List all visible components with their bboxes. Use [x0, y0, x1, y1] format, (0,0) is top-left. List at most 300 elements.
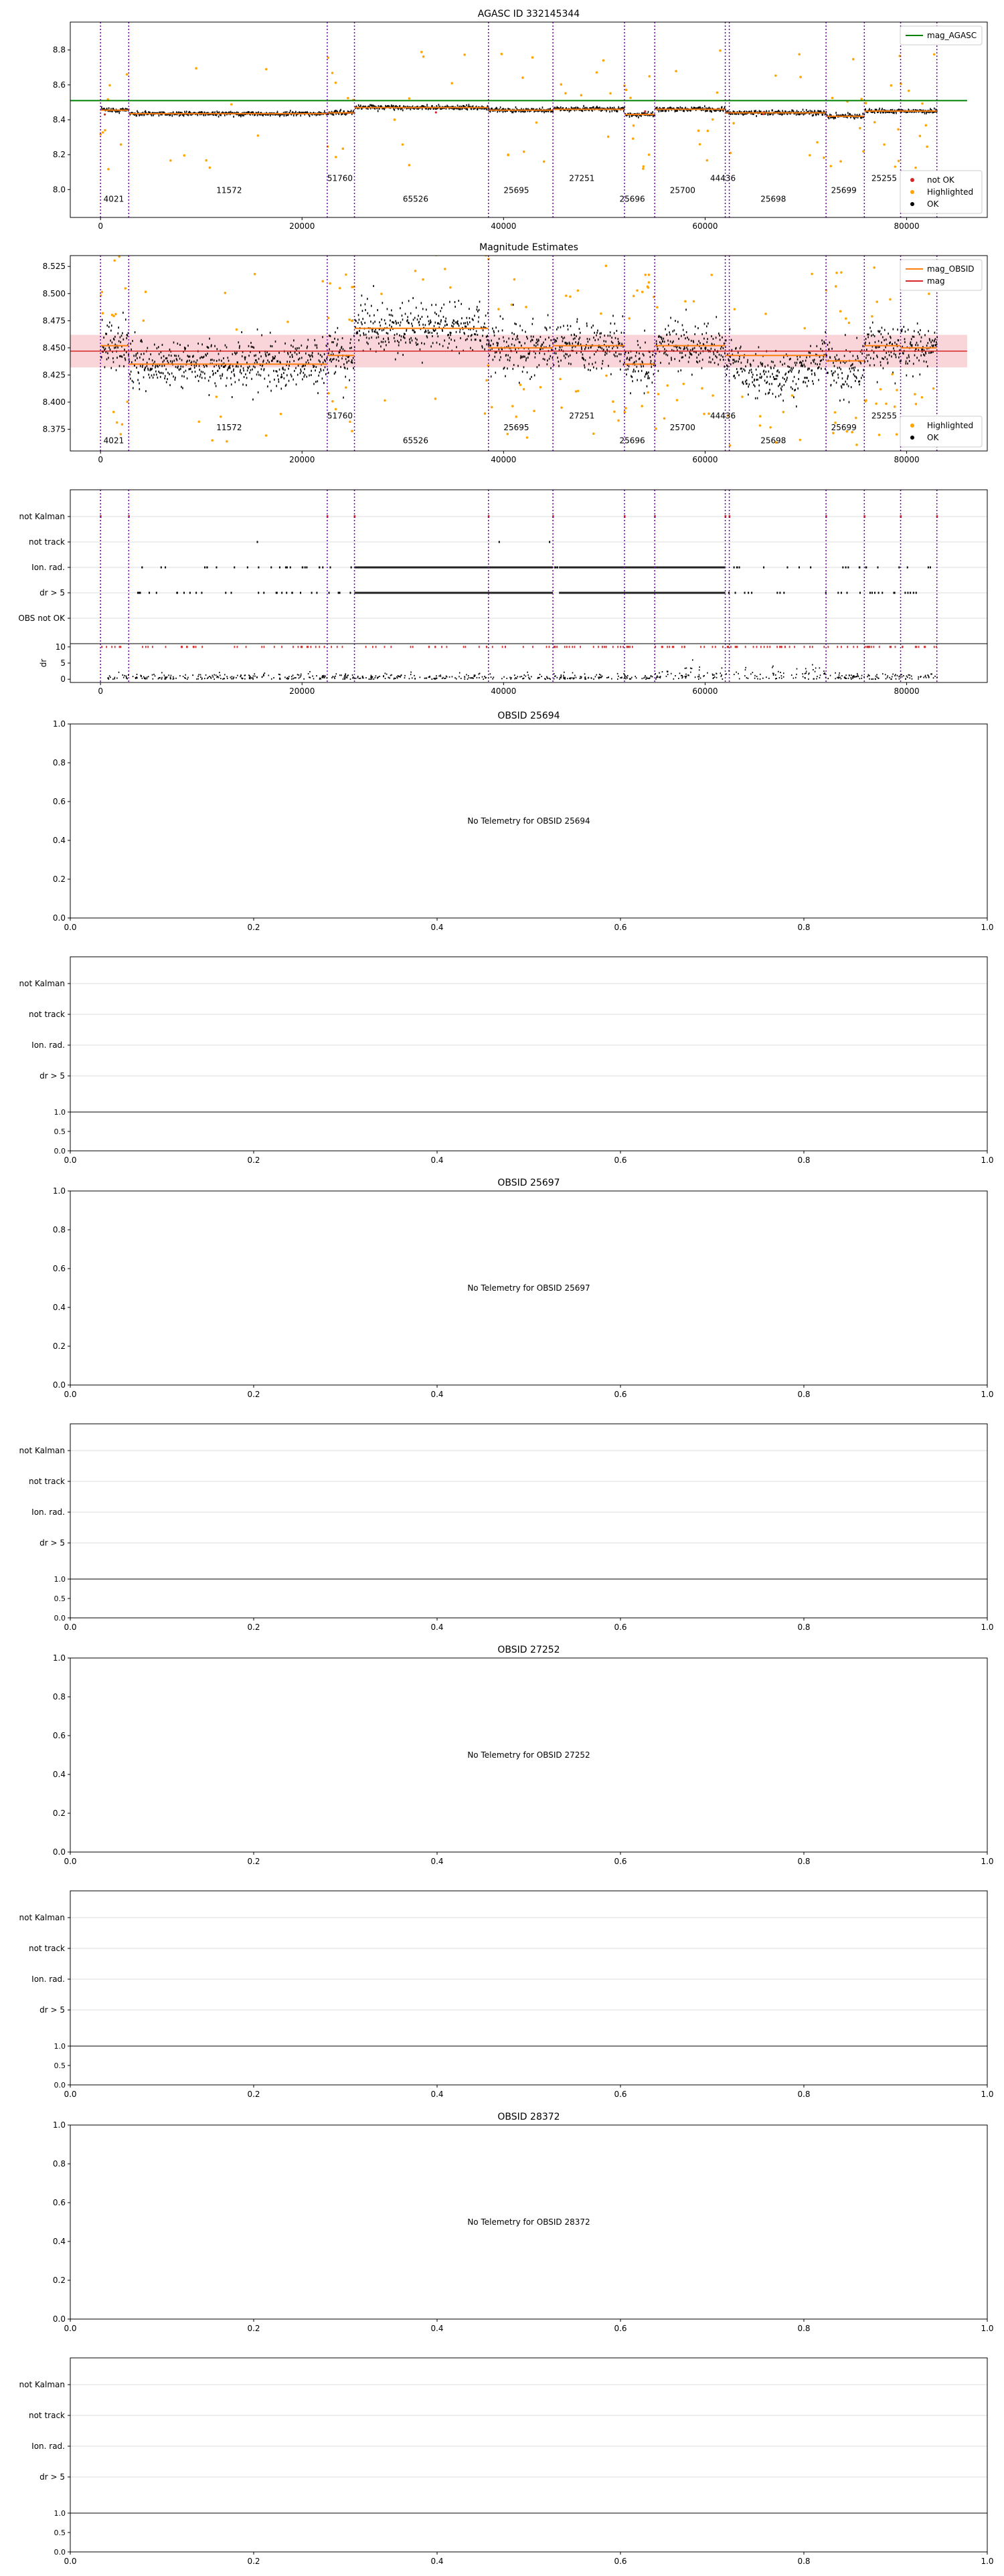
ok-point [924, 355, 926, 357]
dr-clipped-point [857, 646, 858, 648]
ok-point [209, 394, 210, 396]
ok-point [110, 367, 112, 369]
ok-point [699, 360, 701, 362]
ok-point [562, 340, 564, 342]
ok-point [711, 110, 712, 112]
ok-point [627, 368, 629, 370]
ok-point [894, 342, 896, 344]
y-tick-label: 8.400 [42, 397, 66, 407]
highlighted-point [434, 397, 437, 400]
ok-point [532, 339, 533, 341]
ok-point [414, 331, 416, 333]
highlighted-point [908, 90, 910, 92]
ok-point [444, 325, 446, 327]
ok-point [362, 310, 363, 312]
ok-point [438, 314, 440, 316]
ok-point [286, 114, 287, 116]
dr-point [477, 677, 478, 678]
ok-point [817, 110, 819, 112]
dr-point [772, 666, 774, 667]
ok-point [378, 336, 380, 338]
ok-point [185, 347, 186, 349]
ok-point [867, 360, 869, 362]
highlighted-point [799, 439, 802, 442]
dr-point [198, 674, 199, 675]
ok-point [112, 341, 113, 343]
dr-point [851, 678, 852, 680]
dr-point [869, 678, 870, 680]
x-tick-label: 40000 [491, 455, 517, 464]
dr-point [539, 677, 540, 678]
dr-point [424, 678, 426, 679]
dr-point [857, 674, 859, 676]
ok-point [897, 329, 898, 331]
ok-point [718, 333, 720, 335]
ok-point [249, 365, 250, 367]
dr-point [529, 678, 531, 680]
highlighted-point [642, 167, 645, 170]
ok-point [873, 358, 874, 360]
ok-point [325, 366, 326, 368]
ok-point [782, 399, 784, 401]
dr-clipped-point [628, 646, 629, 648]
ok-point [459, 331, 461, 333]
ok-point [622, 315, 624, 317]
ok-point [713, 338, 714, 340]
ok-point [154, 344, 155, 346]
ok-point [709, 357, 711, 359]
ok-point [614, 355, 616, 357]
ok-point [881, 333, 882, 335]
ok-point [264, 378, 266, 380]
dr-point [233, 677, 234, 678]
ok-point [656, 340, 657, 342]
ok-point [266, 355, 267, 357]
ok-point [686, 347, 687, 349]
ok-point [930, 108, 931, 110]
dr-point [473, 678, 474, 679]
ok-point [275, 341, 276, 343]
ok-point [716, 357, 718, 359]
ok-point [274, 357, 276, 359]
highlighted-point [104, 129, 106, 132]
ok-point [424, 343, 425, 345]
ok-point [585, 347, 586, 349]
dr-point [574, 677, 575, 678]
ok-point [912, 344, 913, 346]
ok-point [916, 357, 918, 359]
ok-point [791, 371, 792, 373]
dr-point [887, 675, 888, 676]
dr-point [187, 678, 188, 680]
highlighted-point [769, 426, 772, 429]
dr-point [350, 678, 351, 680]
ok-point [151, 375, 153, 377]
ok-point [394, 334, 396, 336]
ok-point [626, 373, 627, 375]
ok-point [539, 352, 540, 354]
dr-point [242, 678, 244, 679]
ok-point [513, 364, 515, 366]
dr-point [625, 678, 626, 679]
ok-point [736, 347, 737, 349]
dr-point [746, 677, 748, 678]
flag-mark [842, 567, 843, 569]
ok-point [491, 340, 492, 342]
ok-point [868, 333, 869, 335]
ok-point [152, 359, 153, 361]
highlighted-point [926, 145, 928, 148]
y-tick-label: 8.2 [52, 150, 66, 160]
dr-point [617, 673, 618, 674]
ok-point [118, 340, 120, 342]
ok-point [759, 390, 760, 392]
dr-point [574, 675, 576, 676]
ok-point [793, 396, 794, 398]
ok-point [442, 345, 444, 347]
dr-point [686, 676, 687, 677]
ok-point [581, 348, 582, 350]
ok-point [245, 373, 246, 375]
dr-point [830, 675, 831, 676]
flag-mark [776, 592, 778, 594]
ok-point [819, 356, 821, 358]
dr-point [173, 676, 174, 678]
ok-point [421, 302, 422, 304]
dr-point [404, 677, 406, 678]
ok-point [857, 369, 859, 371]
ok-point [292, 354, 293, 356]
highlighted-point [230, 103, 233, 106]
ok-point [811, 110, 813, 112]
highlighted-point [875, 300, 878, 303]
ok-point [197, 359, 198, 361]
ok-point [240, 371, 241, 373]
ok-point [228, 357, 229, 359]
flag-mark [549, 541, 550, 543]
dr-point [205, 674, 207, 676]
flag-mark [291, 592, 292, 594]
ok-point [497, 108, 498, 110]
ok-point [123, 339, 124, 341]
ok-point [749, 369, 750, 371]
ok-point [404, 333, 406, 335]
dr-point [288, 676, 290, 677]
ok-point [679, 360, 680, 362]
ok-point [769, 389, 770, 391]
ok-point [552, 110, 554, 112]
ok-point [167, 360, 168, 362]
ok-point [378, 110, 379, 112]
ok-point [465, 325, 466, 327]
ok-point [362, 318, 363, 320]
ok-point [840, 368, 841, 370]
ok-point [212, 370, 214, 372]
ok-point [631, 376, 633, 378]
ok-point [891, 355, 892, 357]
ok-point [277, 360, 278, 362]
ok-point [596, 335, 597, 337]
ok-point [616, 355, 618, 357]
ok-point [393, 105, 394, 107]
ok-point [197, 375, 198, 377]
ok-point [772, 114, 774, 116]
ok-point [672, 331, 673, 333]
legend-bottom [900, 171, 982, 213]
dr-point [414, 678, 416, 679]
flag-mark [735, 592, 736, 594]
ok-point [877, 356, 878, 358]
flag-mark [869, 592, 871, 594]
ok-point [743, 383, 744, 385]
ok-point [394, 109, 396, 111]
ok-point [216, 385, 217, 387]
dr-point [805, 668, 807, 669]
ok-point [443, 304, 444, 306]
dr-point [168, 674, 169, 676]
ok-point [526, 357, 527, 359]
ok-point [714, 353, 715, 355]
ok-point [122, 356, 123, 358]
dr-point [300, 676, 301, 678]
ok-point [610, 373, 612, 375]
ok-point [610, 331, 611, 333]
ok-point [815, 363, 817, 365]
highlighted-point [759, 424, 762, 427]
ok-point [757, 379, 758, 381]
highlighted-point [648, 274, 651, 276]
ok-point [295, 367, 297, 369]
ok-point [532, 318, 533, 320]
highlighted-point [408, 97, 411, 100]
flag-mark [928, 567, 929, 569]
highlighted-point [835, 272, 838, 274]
highlighted-point [602, 60, 605, 62]
ok-point [382, 341, 384, 343]
dr-point [808, 673, 809, 674]
ok-point [408, 300, 410, 302]
ok-point [330, 358, 331, 360]
ok-point [674, 329, 675, 331]
highlighted-point [102, 312, 104, 314]
dr-point [299, 674, 300, 676]
ok-point [452, 322, 453, 324]
ok-point [546, 329, 548, 331]
ok-point [731, 339, 732, 341]
ok-point [746, 379, 748, 381]
ok-point [258, 111, 259, 113]
highlighted-point [565, 294, 568, 297]
ok-point [286, 111, 288, 113]
flag-mark [913, 592, 914, 594]
ok-point [705, 110, 706, 112]
ok-point [900, 361, 901, 363]
ok-point [929, 339, 930, 341]
ok-point [744, 369, 746, 371]
ok-point [479, 300, 481, 302]
ok-point [920, 355, 922, 357]
ok-point [290, 345, 292, 347]
highlighted-point [511, 405, 514, 407]
ok-point [167, 357, 168, 359]
ok-point [467, 323, 469, 325]
ok-point [905, 363, 906, 365]
ok-point [637, 340, 639, 342]
dr-point [220, 678, 222, 679]
ok-point [503, 340, 505, 342]
ok-point [893, 329, 894, 331]
ok-point [568, 329, 569, 331]
ok-point [122, 312, 124, 314]
ok-point [635, 371, 636, 373]
ok-point [223, 357, 224, 359]
flag-mark [910, 592, 911, 594]
ok-point [159, 353, 160, 355]
dr-point [859, 678, 861, 679]
ok-point [369, 104, 371, 106]
ok-point [267, 385, 268, 387]
ok-point [252, 369, 253, 371]
dr-point [762, 678, 764, 679]
flag-mark [306, 567, 307, 569]
ok-point [361, 294, 363, 296]
ok-point [469, 317, 471, 319]
highlighted-point [774, 74, 777, 77]
ok-point [699, 106, 701, 108]
ok-point [815, 374, 816, 376]
ok-point [461, 323, 462, 325]
ok-point [301, 357, 303, 359]
ok-point [800, 361, 801, 363]
dr-point [817, 676, 818, 677]
ok-point [687, 337, 688, 339]
obsid-label: 25255 [871, 173, 898, 183]
flag-mark [286, 592, 287, 594]
ok-point [612, 110, 613, 112]
ok-point [471, 108, 473, 110]
ok-point [175, 377, 176, 379]
ok-point [418, 320, 420, 323]
ok-point [179, 344, 181, 346]
ok-point [371, 105, 373, 107]
ok-point [201, 371, 202, 373]
ok-point [290, 356, 291, 358]
highlighted-point [855, 444, 858, 446]
ok-point [728, 110, 729, 112]
ok-point [604, 335, 605, 337]
ok-point [445, 318, 446, 320]
ok-point [758, 384, 760, 386]
highlighted-point [408, 164, 411, 167]
ok-point [335, 365, 337, 367]
ok-point [535, 345, 537, 347]
ok-point [319, 111, 320, 113]
dr-point [933, 677, 934, 678]
ok-point [651, 366, 652, 368]
ok-point [480, 340, 481, 342]
highlighted-point [513, 278, 516, 281]
ok-point [547, 363, 548, 365]
ok-point [631, 357, 633, 359]
ok-point [867, 333, 868, 335]
ok-point [905, 331, 906, 333]
dr-point [126, 675, 127, 676]
ok-point [584, 348, 586, 350]
ok-point [820, 360, 821, 362]
highlighted-point [111, 314, 114, 316]
ok-point [497, 343, 499, 345]
x-tick-label: 20000 [289, 221, 315, 231]
dr-point [207, 677, 209, 678]
dr-point [309, 676, 310, 678]
ok-point [515, 323, 517, 325]
ok-point [873, 351, 875, 353]
ok-point [286, 374, 288, 376]
ok-point [272, 345, 273, 347]
ok-point [409, 339, 410, 341]
ok-point [704, 105, 705, 107]
dr-point [470, 677, 471, 678]
ok-point [930, 352, 932, 354]
ok-point [881, 341, 882, 343]
mag_estimates-panel [43, 242, 982, 464]
ok-point [278, 379, 279, 381]
ok-point [232, 365, 234, 367]
y-tick-label: 8.0 [52, 185, 66, 195]
highlighted-point [265, 68, 268, 71]
ok-point [605, 341, 606, 343]
ok-point [572, 347, 573, 349]
ok-point [504, 367, 505, 369]
ok-point [673, 341, 674, 343]
ok-point [882, 327, 883, 329]
dr-point [438, 675, 440, 676]
ok-point [639, 357, 641, 359]
dr-point [911, 675, 912, 676]
ok-point [487, 343, 488, 345]
ok-point [648, 111, 649, 113]
ok-point [935, 345, 936, 347]
dr-point [569, 678, 570, 679]
dr-point [681, 677, 683, 678]
dr-point [525, 676, 527, 677]
dr-point [645, 676, 646, 678]
ok-point [765, 393, 766, 395]
ok-point [564, 342, 566, 344]
ok-point [230, 367, 231, 369]
ok-point [310, 355, 311, 357]
ok-point [493, 343, 494, 345]
ok-points [100, 104, 937, 119]
ok-point [781, 389, 782, 391]
legend-top [900, 26, 982, 45]
dr-point [378, 676, 379, 678]
highlighted-point [254, 273, 256, 276]
ok-point [878, 340, 880, 342]
ok-point [638, 370, 639, 372]
dr-point [309, 671, 311, 672]
dr-point [779, 677, 780, 678]
ok-point [639, 353, 640, 355]
highlighted-point [719, 50, 722, 52]
dr-point [371, 676, 372, 677]
ok-point [214, 359, 215, 361]
highlighted-point [113, 260, 116, 262]
dr-point [114, 678, 115, 679]
ok-point [465, 322, 466, 324]
ok-point [449, 337, 450, 339]
ok-point [556, 340, 558, 342]
